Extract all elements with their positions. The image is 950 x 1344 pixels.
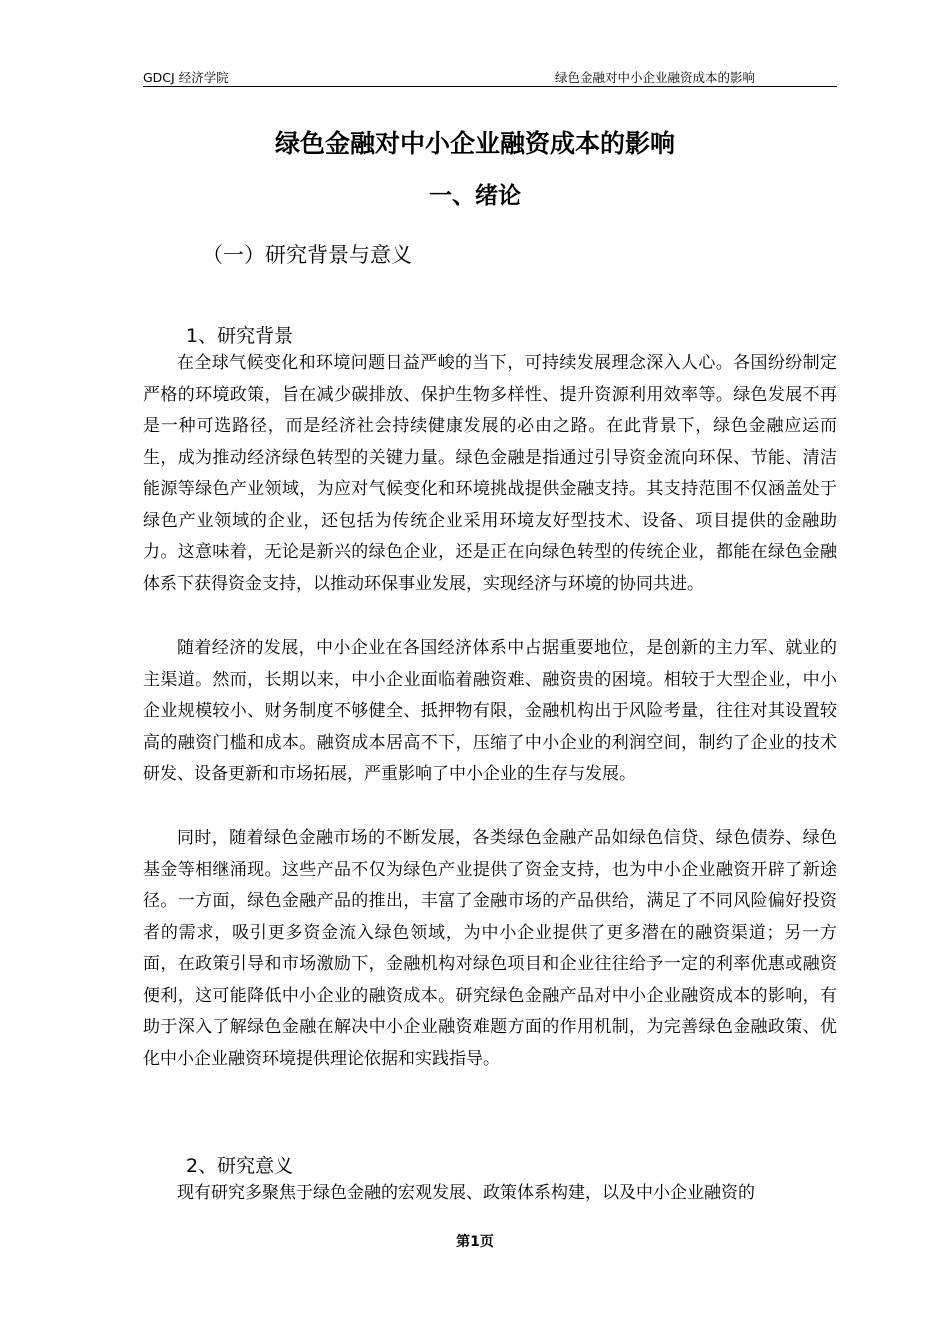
paragraph-1: 在全球气候变化和环境问题日益严峻的当下，可持续发展理念深入人心。各国纷纷制定严格的环境政策，旨在减少碳排放、保护生物多样性、提升资源利用效率等。绿色发展不再是一种可选路径，而是经济社会持续健康发展的必由之路。在此背景下，绿色金融应运而生，成为推动经济绿色转型的关键力量。绿色金融是指通过引导资金流向环保、节能、清洁能源等绿色产业领域，为应对气候变化和环境挑战提供金融支持。其支持范围不仅涵盖处于绿色产业领域的企业，还包括为传统企业采用环境友好型技术、设备、项目提供的金融助力。这意味着，无论是新兴的绿色企业，还是正在向绿色转型的传统企业，都能在绿色金融体系下获得资金支持，以推动环保事业发展，实现经济与环境的协同共进。	[143, 353, 837, 594]
chapter-heading: 一、绪论	[429, 183, 521, 209]
paragraph-2: 随着经济的发展，中小企业在各国经济体系中占据重要地位，是创新的主力军、就业的主渠道。然而，长期以来，中小企业面临着融资难、融资贵的困境。相较于大型企业，中小企业规模较小、财务制度不够健全、抵押物有限，金融机构出于风险考量，往往对其设置较高的融资门槛和成本。融资成本居高不下，压缩了中小企业的利润空间，制约了企业的技术研发、设备更新和市场拓展，严重影响了中小企业的生存与发展。	[143, 638, 837, 784]
subsection-heading-background: 1、研究背景	[186, 325, 294, 347]
document-title: 绿色金融对中小企业融资成本的影响	[274, 129, 675, 158]
page-number: 第1页	[456, 1234, 494, 1250]
header-left-text: GDCJ 经济学院	[143, 70, 229, 85]
section-heading: （一）研究背景与意义	[202, 243, 412, 267]
paragraph-4: 现有研究多聚焦于绿色金融的宏观发展、政策体系构建，以及中小企业融资的	[177, 1183, 755, 1203]
paragraph-3: 同时，随着绿色金融市场的不断发展，各类绿色金融产品如绿色信贷、绿色债券、绿色基金等相继涌现。这些产品不仅为绿色产业提供了资金支持，也为中小企业融资开辟了新途径。一方面，绿色金融产品的推出，丰富了金融市场的产品供给，满足了不同风险偏好投资者的需求，吸引更多资金流入绿色领域，为中小企业提供了更多潜在的融资渠道；另一方面，在政策引导和市场激励下，金融机构对绿色项目和企业往往给予一定的利率优惠或融资便利，这可能降低中小企业的融资成本。研究绿色金融产品对中小企业融资成本的影响，有助于深入了解绿色金融在解决中小企业融资难题方面的作用机制，为完善绿色金融政策、优化中小企业融资环境提供理论依据和实践指导。	[143, 828, 837, 1069]
subsection-heading-significance: 2、研究意义	[186, 1155, 294, 1177]
page-header	[143, 66, 837, 87]
header-right-text: 绿色金融对中小企业融资成本的影响	[554, 70, 755, 85]
